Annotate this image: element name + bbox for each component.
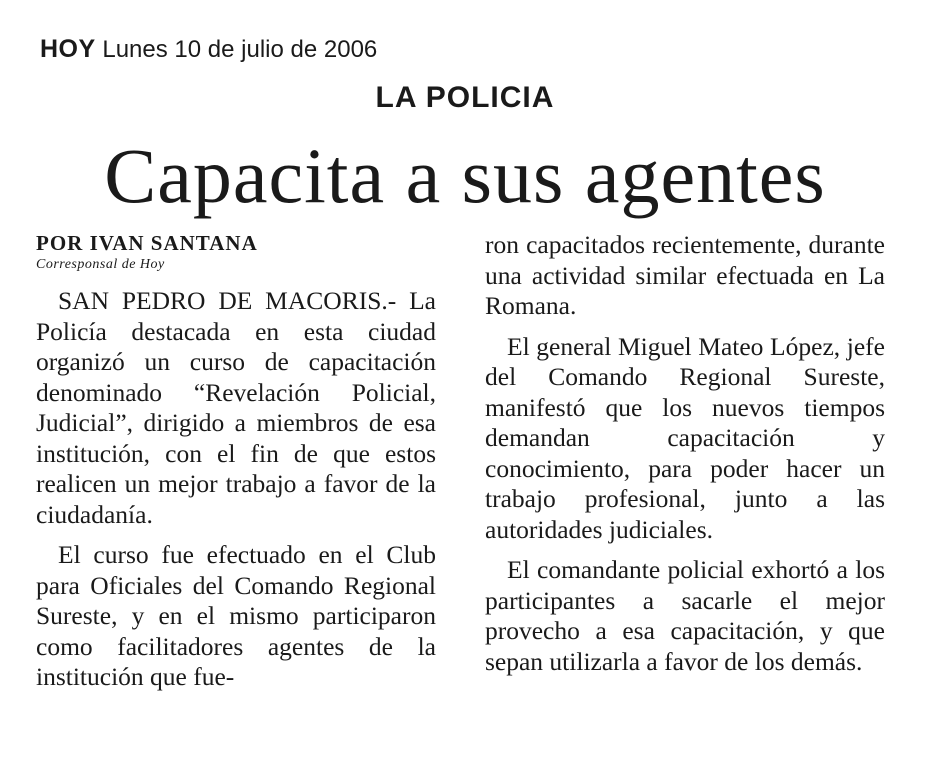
paragraph: El curso fue efectuado en el Club para Oficiales del Comando Regional Sureste, y en el mismo participaron como facilitadores agentes de la institución que fue-: [36, 540, 436, 691]
author-role: Corresponsal de Hoy: [36, 257, 165, 272]
article-column-2: [485, 230, 885, 687]
article-column-1: [36, 230, 436, 703]
paragraph: El general Miguel Mateo López, jefe del Comando Regional Sureste, manifestó que los nuevos tiempos demandan capacitación y conocimiento, para poder hacer un trabajo profesional, junto a las autoridades judiciales.: [485, 331, 885, 544]
newspaper-name: HOY: [40, 35, 96, 63]
paragraph: SAN PEDRO DE MACORIS.- La Policía destacada en esta ciudad organizó un curso de capacitación denominado “Revelación Policial, Judicial”, dirigido a miembros de esa institución, con el fin de que estos realicen un mejor trabajo a favor de la ciudadanía.: [36, 286, 436, 529]
dateline: [40, 34, 377, 65]
paragraph: El comandante policial exhortó a los participantes a sacarle el mejor provecho a esa capacitación, y que sepan utilizarla a favor de los demás.: [485, 555, 885, 676]
byline: POR IVAN SANTANA: [36, 231, 258, 255]
paragraph: ron capacitados recientemente, durante una actividad similar efectuada en La Romana.: [485, 230, 885, 320]
headline: Capacita a sus agentes: [104, 132, 826, 219]
publication-date: Lunes 10 de julio de 2006: [102, 36, 378, 63]
section-title: LA POLICIA: [375, 81, 555, 114]
